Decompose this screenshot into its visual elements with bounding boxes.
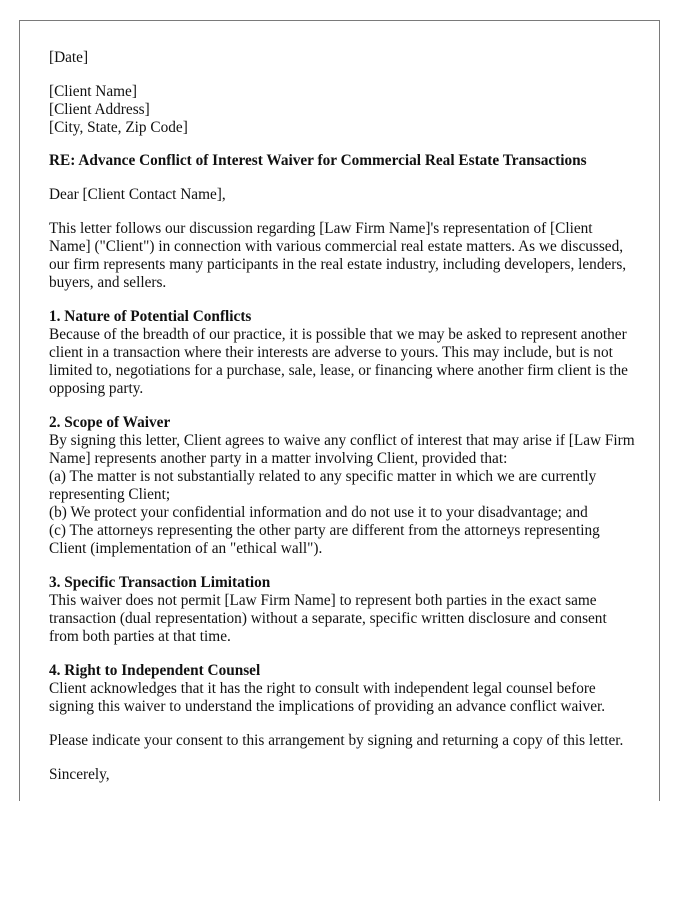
condition-c: (c) The attorneys representing the other party are different from the attorneys representing Client (implementation of an "ethical wall"). [49, 522, 600, 557]
section-heading: 1. Nature of Potential Conflicts [49, 308, 252, 325]
letter-content [49, 49, 635, 800]
section-body: Client acknowledges that it has the right to consult with independent legal counsel before signing this waiver to understand the implications of providing an advance conflict waiver. [49, 680, 606, 715]
recipient-address [49, 83, 635, 137]
closing: Sincerely, [49, 766, 110, 783]
condition-b: (b) We protect your confidential information and do not use it to your disadvantage; and [49, 504, 588, 521]
consent-paragraph: Please indicate your consent to this arrangement by signing and returning a copy of this letter. [49, 732, 624, 749]
client-address: [Client Address] [49, 101, 150, 118]
section-scope-of-waiver [49, 414, 635, 558]
subject-line: RE: Advance Conflict of Interest Waiver for Commercial Real Estate Transactions [49, 152, 587, 169]
section-body: By signing this letter, Client agrees to waive any conflict of interest that may arise if [Law Firm Name] represents another party in a matter involving Client, provided that: [49, 432, 635, 467]
condition-a: (a) The matter is not substantially related to any specific matter in which we are currently representing Client; [49, 468, 597, 503]
letter-date: [Date] [49, 49, 89, 66]
section-nature-of-conflicts [49, 308, 635, 398]
salutation: Dear [Client Contact Name], [49, 186, 226, 203]
client-name: [Client Name] [49, 83, 137, 100]
section-transaction-limitation [49, 574, 635, 646]
intro-paragraph: This letter follows our discussion regarding [Law Firm Name]'s representation of [Client Name] ("Client") in connection with various commercial real estate matters. As we discussed, our firm represents many participants in the real estate industry, including developers, lenders, buyers, and sellers. [49, 220, 627, 291]
section-body: Because of the breadth of our practice, it is possible that we may be asked to represent another client in a transaction where their interests are adverse to yours. This may include, but is not limited to, negotiations for a purchase, sale, lease, or financing where another firm client is the opposing party. [49, 326, 628, 397]
letter-page [19, 20, 660, 801]
client-city-state-zip: [City, State, Zip Code] [49, 119, 188, 136]
section-independent-counsel [49, 662, 635, 716]
section-body: This waiver does not permit [Law Firm Name] to represent both parties in the exact same transaction (dual representation) without a separate, specific written disclosure and consent from both parties at that time. [49, 592, 607, 645]
section-heading: 2. Scope of Waiver [49, 414, 171, 431]
section-heading: 3. Specific Transaction Limitation [49, 574, 271, 591]
section-heading: 4. Right to Independent Counsel [49, 662, 261, 679]
